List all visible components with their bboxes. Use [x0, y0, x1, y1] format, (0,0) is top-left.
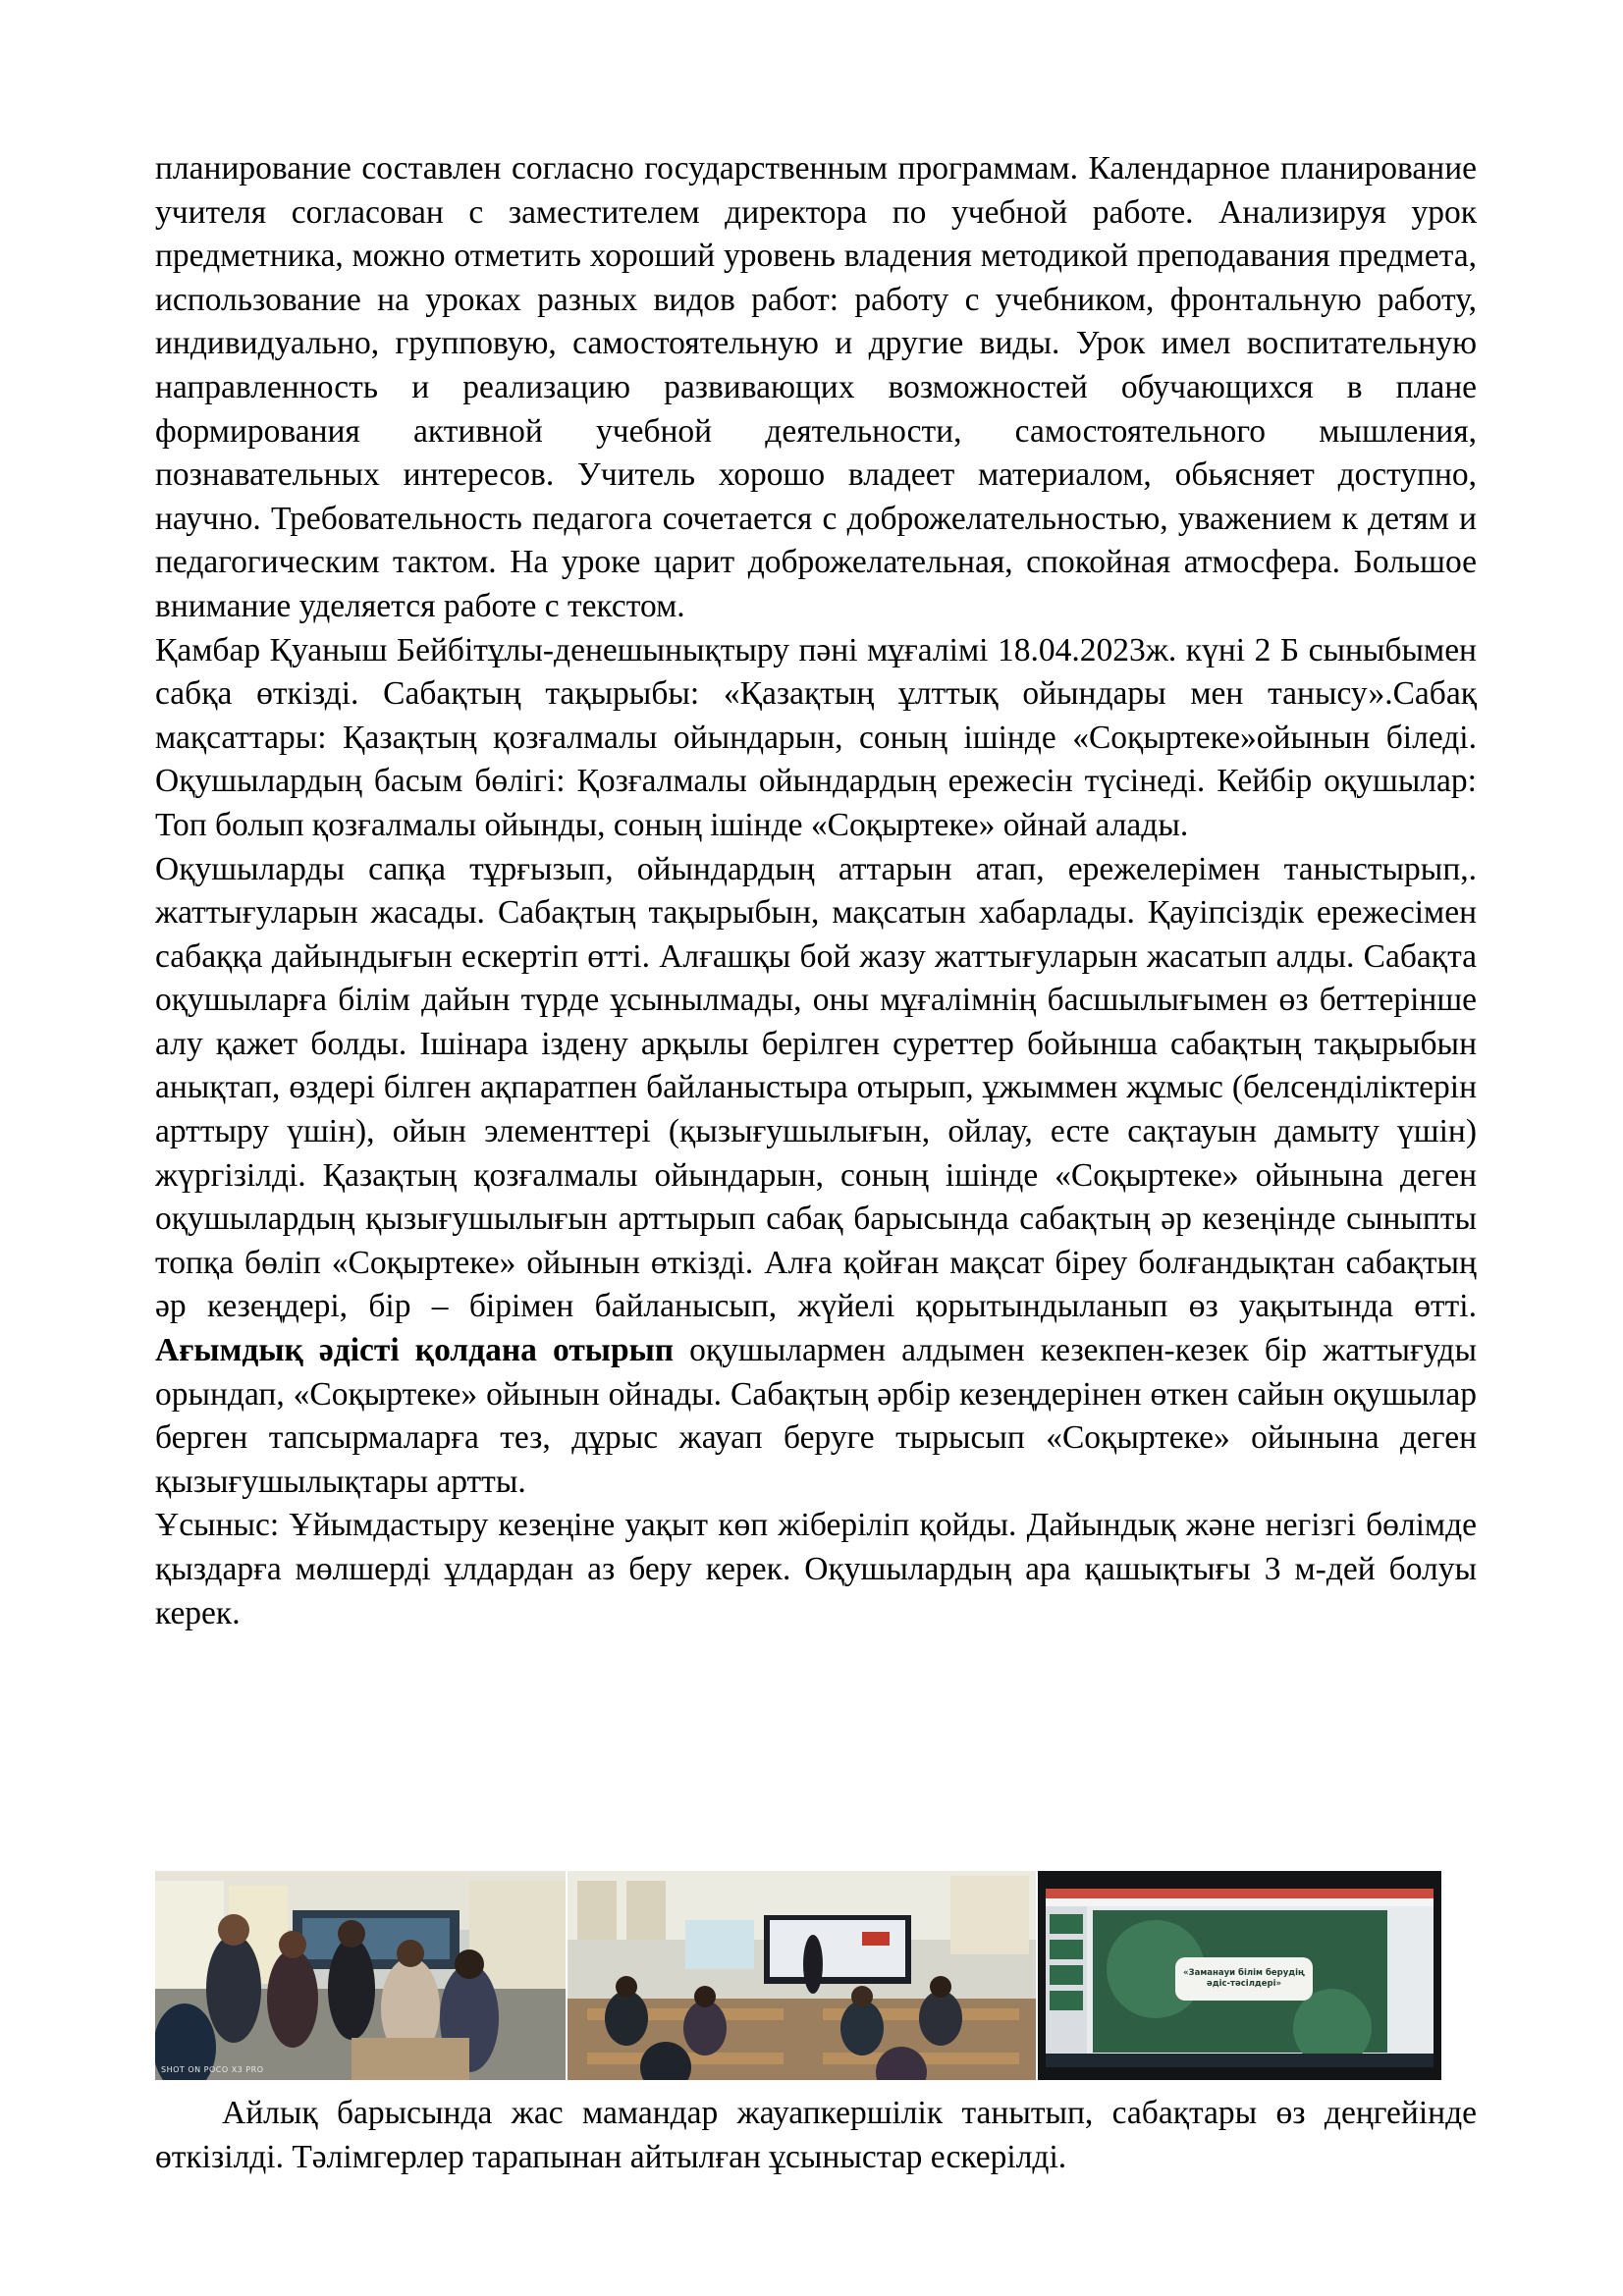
- photo-classroom-lesson: [568, 1871, 1036, 2080]
- paragraph-lesson-analysis-ru: планирование составлен согласно государственным программам. Календарное планирование учителя согласован с заместителем директора по учебной работе. Анализируя урок предметника, можно отметить хороший уровень владения методикой преподавания предмета, использование на уроках разных видов работ: работу с учебником, фронтальную работу, индивидуально, групповую, самостоятельную и другие виды. Урок имел воспитательную направленность и реализацию развивающих возможностей обучающихся в плане формирования активной учебной деятельности, самостоятельного мышления, познавательных интересов. Учитель хорошо владеет материалом, обьясняет доступно, научно. Требовательность педагога сочетается с доброжелательностью, уважением к детям и педагогическим тактом. На уроке царит доброжелательная, спокойная атмосфера. Большое внимание уделяется работе с текстом.: [155, 150, 1477, 624]
- photo-watermark: SHOT ON POCO X3 PRO: [161, 2065, 264, 2074]
- paragraph-lesson-kambar: Қамбар Қуаныш Бейбітұлы-денешынықтыру пәні мұғалімі 18.04.2023ж. күні 2 Б сыныбымен сабқа өткізді. Сабақтың тақырыбы: «Қазақтың ұлттық ойындары мен танысу».Сабақ мақсаттары: Қазақтың қозғалмалы ойындарын, соның ішінде «Соқыртеке»ойынын біледі. Оқушылардың басым бөлігі: Қозғалмалы ойындардың ережесін түсінеді. Кейбір оқушылар: Топ болып қозғалмалы ойынды, соның ішінде «Соқыртеке» ойнай алады.: [155, 631, 1477, 843]
- paragraph-conclusion: Айлық барысында жас мамандар жауапкершілік танытып, сабақтары өз деңгейінде өткізілді. Тәлімгерлер тарапынан айтылған ұсыныстар ескерілді.: [155, 2095, 1477, 2175]
- slide-title: «Заманауи білім берудің әдіс-тәсілдері»: [1183, 1968, 1305, 1989]
- body-text-upper: [155, 147, 1477, 1635]
- paragraph-lesson-details: [155, 848, 1477, 1505]
- lesson-details-text-continued: оқушылармен алдымен кезекпен-кезек бір жаттығуды орындап, «Соқыртеке» ойынын ойнады. Сабақтың әрбір кезеңдерінен өткен сайын оқушылар берген тапсырмаларға тез, дұрыс жауап беруге тырысып «Соқыртеке» ойынына деген қызығушылықтары артты.: [155, 1332, 1477, 1500]
- photo-presentation-slide: [1038, 1871, 1441, 2080]
- paragraph-recommendation: Ұсыныс: Ұйымдастыру кезеңіне уақыт көп жіберіліп қойды. Дайындық және негізгі бөлімде қыздарға мөлшерді ұлдардан аз беру керек. Оқушылардың ара қашықтығы 3 м-дей болуы керек.: [155, 1507, 1477, 1631]
- bold-method-phrase: Ағымдық әдісті қолдана отырып: [155, 1332, 675, 1369]
- photo-teachers-group: [155, 1871, 566, 2080]
- photo-strip: [155, 1871, 1441, 2080]
- body-text-lower: [155, 2092, 1477, 2179]
- lesson-details-text: Оқушыларды сапқа тұрғызып, ойындардың аттарын атап, ережелерімен таныстырып,. жаттығуларын жасады. Сабақтың тақырыбын, мақсатын хабарлады. Қауіпсіздік ережесімен сабаққа дайындығын ескертіп өтті. Алғашқы бой жазу жаттығуларын жасатып алды. Сабақта оқушыларға білім дайын түрде ұсынылмады, оны мұғалімнің басшылығымен өз беттерінше алу қажет болды. Ішінара іздену арқылы берілген суреттер бойынша сабақтың тақырыбын анықтап, өздері білген ақпаратпен байланыстыра отырып, ұжыммен жұмыс (белсенділіктерін арттыру үшін), ойын элементтері (қызығушылығын, ойлау, есте сақтауын дамыту үшін) жүргізілді. Қазақтың қозғалмалы ойындарын, соның ішінде «Соқыртеке» ойынына деген оқушылардың қызығушылығын арттырып сабақ барысында сабақтың әр кезеңінде сыныпты топқа бөліп «Соқыртеке» ойынын өткізді. Алға қойған мақсат біреу болғандықтан сабақтың әр кезеңдері, бір – бірімен байланысып, жүйелі қорытындыланып өз уақытында өтті.: [155, 850, 1477, 1325]
